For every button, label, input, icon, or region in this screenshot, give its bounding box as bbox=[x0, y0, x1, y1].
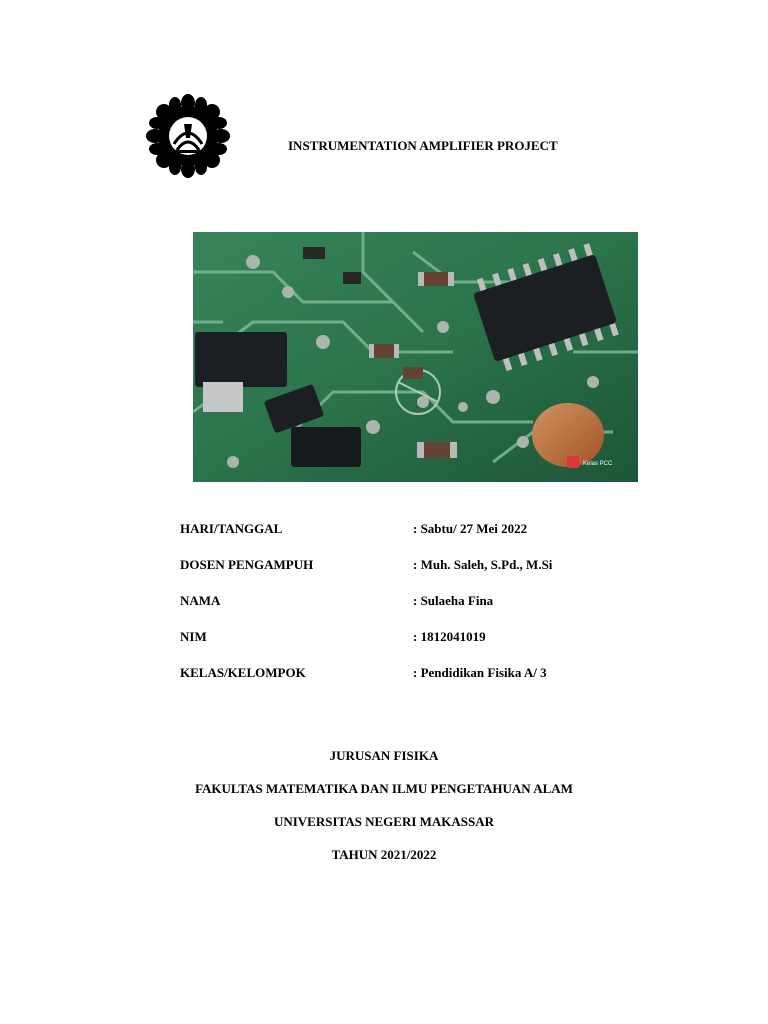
info-table bbox=[180, 521, 640, 701]
academic-year: TAHUN 2021/2022 bbox=[331, 847, 437, 862]
faculty-name: FAKULTAS MATEMATIKA DAN ILMU PENGETAHUAN ALAM bbox=[195, 781, 573, 796]
info-row bbox=[180, 521, 640, 557]
photo-watermark: Kelas PCC bbox=[583, 461, 613, 467]
document-title: INSTRUMENTATION AMPLIFIER PROJECT bbox=[288, 138, 558, 153]
info-value: : Sabtu/ 27 Mei 2022 bbox=[413, 521, 528, 536]
info-value: : Muh. Saleh, S.Pd., M.Si bbox=[413, 557, 553, 572]
info-row bbox=[180, 593, 640, 629]
info-row bbox=[180, 557, 640, 593]
info-label: NIM bbox=[180, 629, 207, 644]
department-name: JURUSAN FISIKA bbox=[329, 748, 439, 763]
info-label: HARI/TANGGAL bbox=[180, 521, 283, 536]
info-value: : Pendidikan Fisika A/ 3 bbox=[413, 665, 547, 680]
university-seal-icon bbox=[144, 94, 232, 178]
info-label: DOSEN PENGAMPUH bbox=[180, 557, 314, 572]
info-value: : Sulaeha Fina bbox=[413, 593, 494, 608]
info-label: NAMA bbox=[180, 593, 221, 608]
institution-footer bbox=[0, 747, 768, 879]
info-value: : 1812041019 bbox=[413, 629, 486, 644]
info-label: KELAS/KELOMPOK bbox=[180, 665, 306, 680]
info-row bbox=[180, 629, 640, 665]
circuit-board-photo bbox=[193, 232, 638, 482]
university-name: UNIVERSITAS NEGERI MAKASSAR bbox=[273, 814, 495, 829]
info-row bbox=[180, 665, 640, 701]
